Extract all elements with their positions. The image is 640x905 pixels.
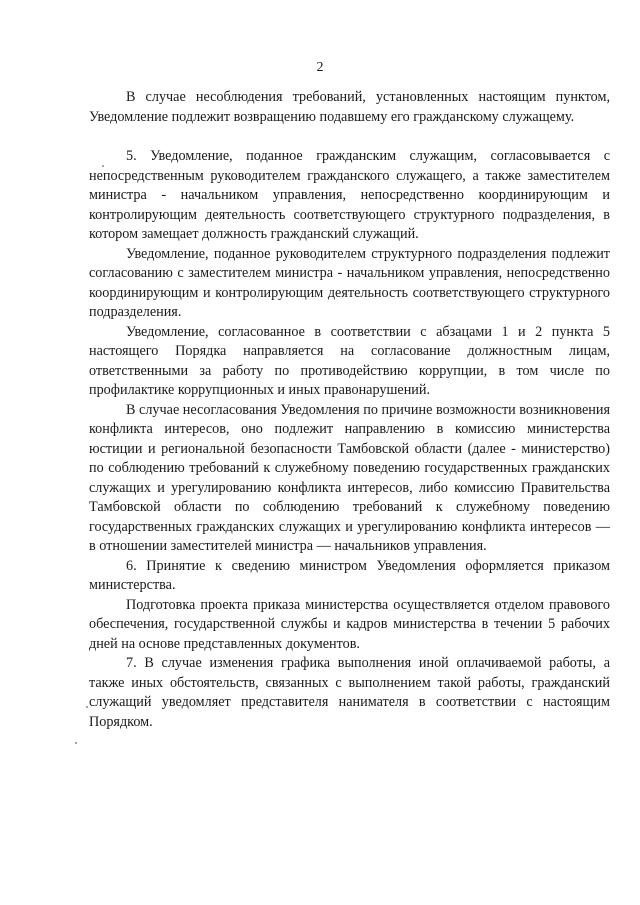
paragraph-anticorruption: Уведомление, согласованное в соответствии с абзацами 1 и 2 пункта 5 настоящего Порядка направляется на согласование должностным лицам, ответственными за работу по противодействию коррупции, в том числе по профилактике коррупционных и иных правонарушений. <box>89 323 610 398</box>
scan-speck <box>86 706 88 708</box>
scan-speck <box>75 742 77 744</box>
paragraph-item-5: 5. Уведомление, поданное гражданским служащим, согласовывается с непосредственным руководителем гражданского служащего, а также заместителем министра - начальником управления, непосредственно координирующим и контролирующим деятельность соответствующего структурного подразделения, в котором замещает должность гражданский служащий. <box>89 148 610 242</box>
paragraph-item-7: 7. В случае изменения графика выполнения иной оплачиваемой работы, а также иных обстоятельств, связанных с выполнением такой работы, гражданский служащий уведомляет представителя нанимателя в соответствии с настоящим Порядком. <box>89 655 610 730</box>
scan-speck <box>102 165 104 167</box>
paragraph-head-approval: Уведомление, поданное руководителем структурного подразделения подлежит согласованию с заместителем министра - начальником управления, непосредственно координирующим и контролирующим деятельность соответствующего структурного подразделения. <box>89 245 610 320</box>
page-number: 2 <box>316 60 324 75</box>
paragraph-item-6: 6. Принятие к сведению министром Уведомления оформляется приказом министерства. <box>89 557 610 593</box>
paragraph-commission: В случае несогласования Уведомления по причине возможности возникновения конфликта интересов, оно подлежит направлению в комиссию министерства юстиции и региональной безопасности Тамбовской области (далее - министерство) по соблюдению требований к служебному поведению государственных гражданских служащих и урегулированию конфликта интересов, либо комиссию Правительства Тамбовской области по соблюдению требований к служебному поведению государственных гражданских служащих и урегулированию конфликта интересов — в отношении заместителей министра — начальников управления. <box>89 401 610 554</box>
paragraph-order-preparation: Подготовка проекта приказа министерства осуществляется отделом правового обеспечения, государственной службы и кадров министерства в течении 5 рабочих дней на основе представленных документов. <box>89 596 610 652</box>
paragraph-gap <box>89 127 610 147</box>
paragraph-noncompliance: В случае несоблюдения требований, установленных настоящим пунктом, Уведомление подлежит возвращению подавшему его гражданскому служащему. <box>89 89 610 125</box>
document-body <box>89 88 610 732</box>
